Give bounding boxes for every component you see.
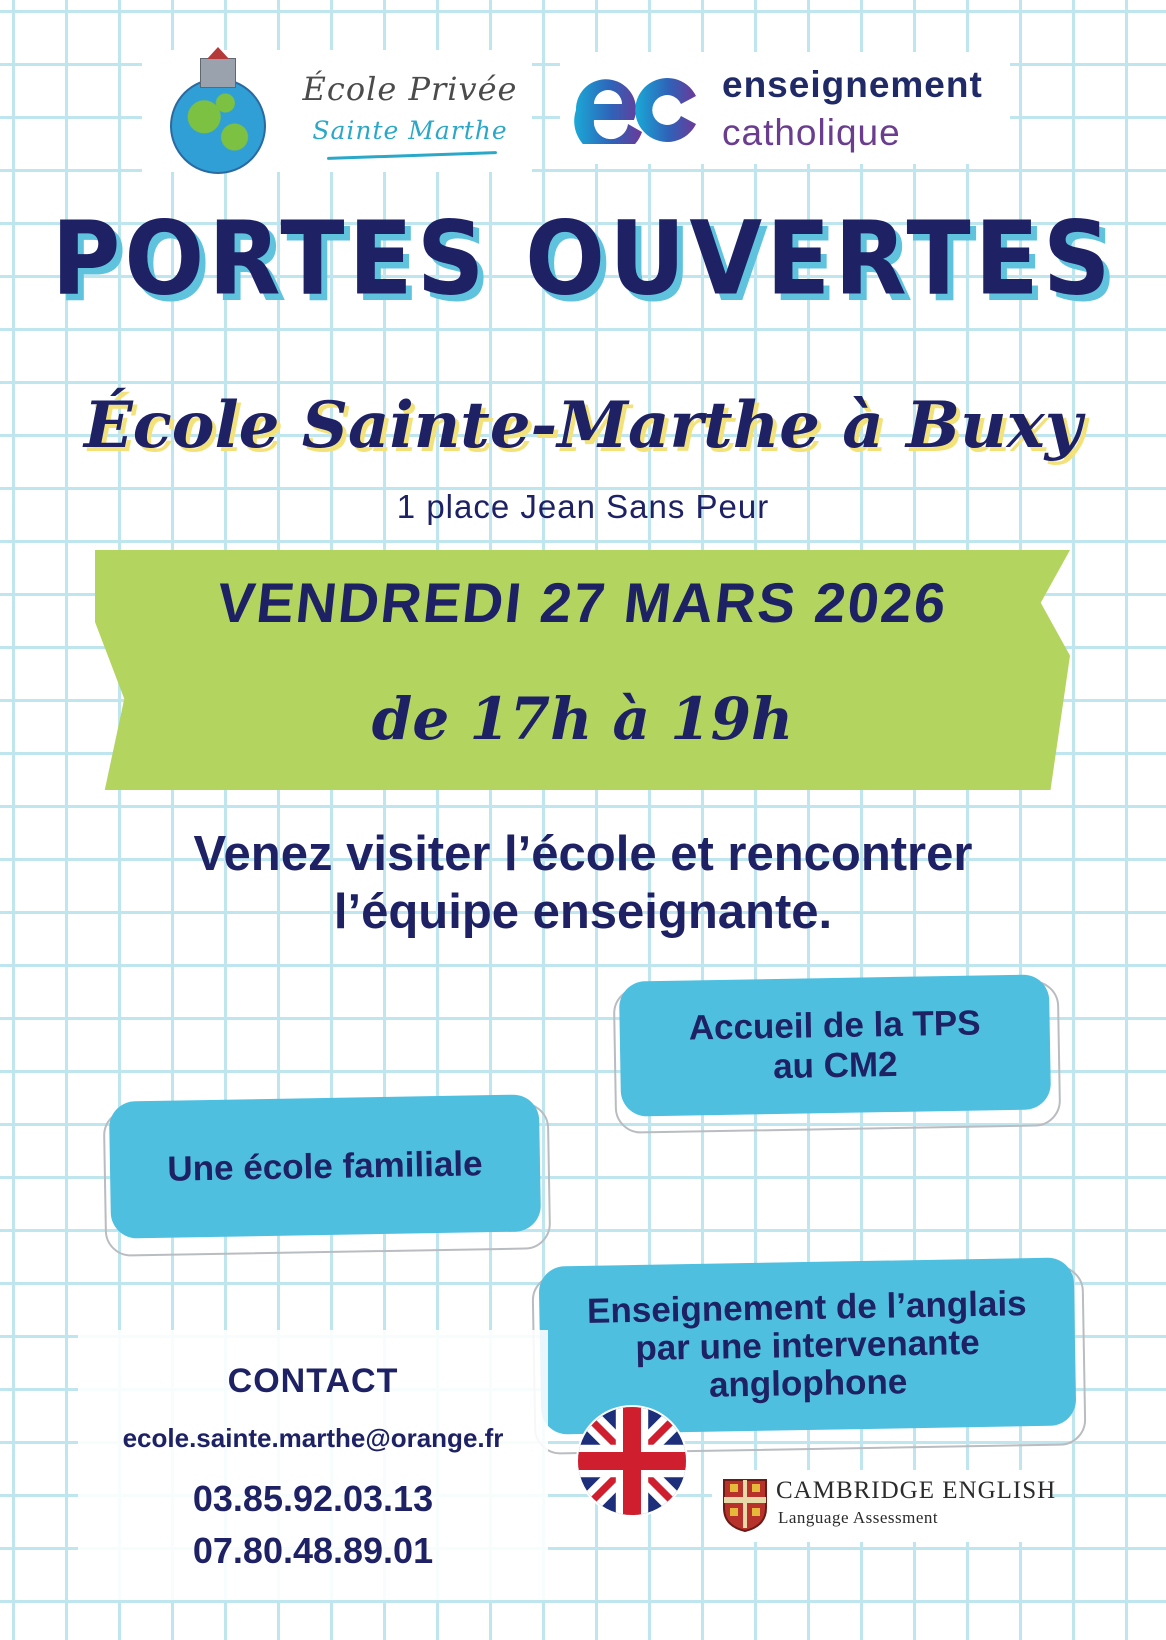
family-card bbox=[109, 1094, 541, 1238]
school-logo-line1: École Privée bbox=[302, 70, 518, 108]
contact-email[interactable]: ecole.sainte.marthe@orange.fr bbox=[122, 1423, 504, 1453]
tps-card bbox=[619, 974, 1051, 1116]
uk-flag-icon bbox=[576, 1405, 688, 1517]
invitation-line1: Venez visiter l’école et rencontrer bbox=[193, 827, 973, 881]
school-name-heading: École Sainte-Marthe à Buxy bbox=[84, 388, 1082, 463]
school-address: 1 place Jean Sans Peur bbox=[396, 488, 770, 525]
page-title: PORTES OUVERTES bbox=[51, 200, 1115, 319]
tps-card-line1: Accueil de la TPS bbox=[688, 1002, 981, 1048]
ec-logo-line2: catholique bbox=[722, 112, 901, 153]
invitation-line2: l’équipe enseignante. bbox=[333, 885, 833, 939]
cambridge-crest-icon bbox=[722, 1478, 768, 1532]
event-time: de 17h à 19h bbox=[371, 685, 794, 753]
cambridge-line1: CAMBRIDGE ENGLISH bbox=[776, 1477, 1057, 1504]
school-logo-underline bbox=[327, 151, 497, 160]
school-logo bbox=[142, 50, 532, 172]
invitation-text bbox=[60, 825, 1106, 941]
family-card-text: Une école familiale bbox=[167, 1143, 483, 1189]
contact-phone-1[interactable]: 03.85.92.03.13 bbox=[192, 1478, 434, 1519]
english-card-line1: Enseignement de l’anglais bbox=[586, 1284, 1027, 1331]
ec-logo-icon bbox=[570, 74, 702, 144]
cambridge-line2: Language Assessment bbox=[778, 1508, 939, 1527]
contact-title: CONTACT bbox=[227, 1362, 399, 1400]
globe-icon bbox=[170, 78, 266, 174]
english-card-line2: par une intervenante bbox=[635, 1322, 980, 1369]
event-date: VENDREDI 27 MARS 2026 bbox=[214, 571, 951, 634]
english-card-line3: anglophone bbox=[708, 1362, 908, 1405]
tps-card-line2: au CM2 bbox=[772, 1044, 898, 1086]
school-building-icon bbox=[200, 58, 236, 88]
ec-logo bbox=[560, 52, 1010, 164]
school-logo-line2: Sainte Marthe bbox=[312, 116, 508, 145]
ec-logo-line1: enseignement bbox=[722, 64, 983, 105]
contact-phone-2[interactable]: 07.80.48.89.01 bbox=[192, 1530, 434, 1571]
